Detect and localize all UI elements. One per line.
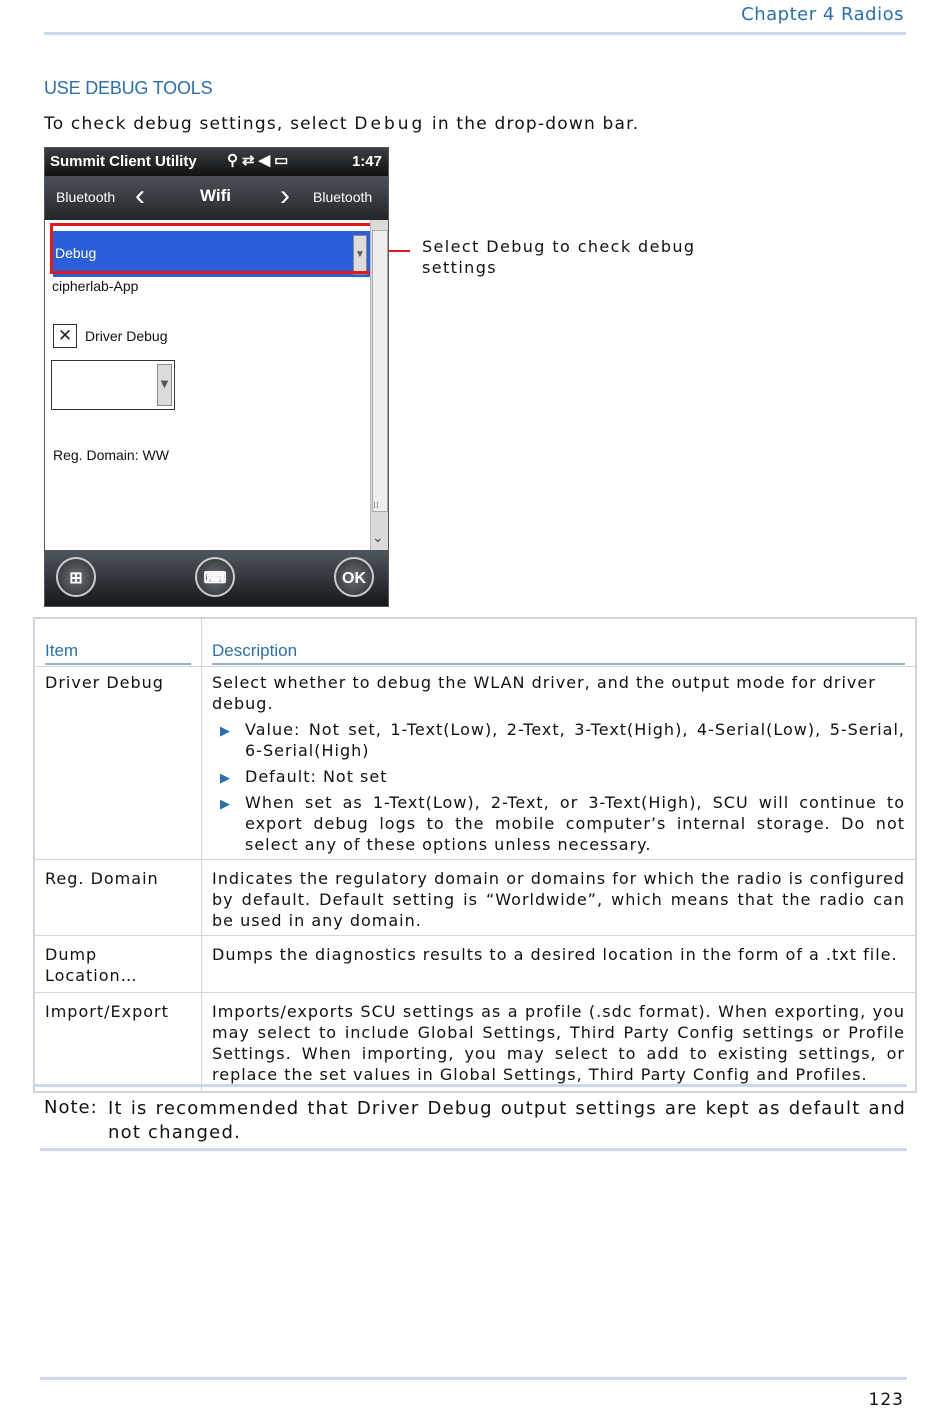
- settings-table: [33, 617, 917, 1093]
- note-text: It is recommended that Driver Debug output settings are kept as default and not changed.: [108, 1098, 906, 1143]
- profile-name: cipherlab-App: [52, 278, 139, 294]
- bullet-text: Default: Not set: [245, 767, 388, 786]
- row-description: Dumps the diagnostics results to a desired location in the form of a .txt file.: [202, 936, 916, 993]
- bullet-text: Value: Not set, 1-Text(Low), 2-Text, 3-Text(High), 4-Serial(Low), 5-Serial, 6-Serial(High): [245, 720, 905, 760]
- device-screenshot: [44, 147, 389, 607]
- section-title: USE DEBUG TOOLS: [44, 78, 213, 98]
- bullet-triangle-icon: ▶: [220, 797, 231, 812]
- note-label: Note:: [44, 1097, 98, 1118]
- signal-icon: ⚲: [227, 152, 242, 169]
- row-description: Indicates the regulatory domain or domains for which the radio is configured by default. Default setting is “Worldwide”, which means that the radio can be used in any domain.: [202, 860, 916, 936]
- bullet-item: [212, 766, 905, 787]
- dropdown-arrow-icon[interactable]: ▼: [353, 235, 367, 275]
- debug-level-dropdown[interactable]: [51, 360, 175, 410]
- reg-domain-label: Reg. Domain: WW: [53, 447, 169, 463]
- row-item: Dump Location…: [35, 936, 202, 993]
- description-header: [202, 619, 916, 667]
- speaker-icon: ◀: [258, 152, 275, 169]
- intro-keyword: Debug: [354, 114, 426, 134]
- nav-left-tab[interactable]: Bluetooth: [56, 189, 116, 205]
- callout-pointer: [388, 250, 410, 252]
- chevron-down-icon[interactable]: ⌄: [372, 530, 384, 546]
- network-icon: ⇄: [242, 152, 259, 169]
- row-description: Imports/exports SCU settings as a profile (.sdc format). When exporting, you may select to include Global Settings, Third Party Config settings or Profile Settings. When importing, you may select to add to existing settings, or replace the set values in Global Settings, Third Party Config and Profiles.: [202, 993, 916, 1092]
- footer-rule: [40, 1377, 907, 1380]
- row-description: [202, 667, 916, 860]
- battery-icon: ▭: [274, 152, 293, 169]
- scrollbar[interactable]: [370, 220, 389, 558]
- item-header-label: Item: [45, 641, 191, 665]
- bullet-text: When set as 1-Text(Low), 2-Text, or 3-Text(High), SCU will continue to export debug logs to the mobile computer’s internal storage. Do not select any of these options unless necessary.: [245, 793, 905, 854]
- status-time: 1:47: [351, 153, 382, 170]
- intro-after: in the drop-down bar.: [425, 114, 640, 134]
- windows-start-icon[interactable]: ⊞: [56, 557, 96, 597]
- scroll-thumb[interactable]: [372, 230, 388, 512]
- table-header-row: [35, 619, 916, 667]
- header-rule: [44, 32, 906, 35]
- row-item: Import/Export: [35, 993, 202, 1092]
- keyboard-icon[interactable]: ⌨: [195, 557, 235, 597]
- table-row: [35, 993, 916, 1092]
- page-number: 123: [868, 1390, 904, 1410]
- nav-right-tab[interactable]: Bluetooth: [313, 189, 373, 205]
- bullet-triangle-icon: ▶: [220, 771, 231, 786]
- intro-text: [44, 114, 639, 134]
- row-item: Driver Debug: [35, 667, 202, 860]
- nav-current-tab[interactable]: Wifi: [200, 186, 232, 205]
- intro-before: To check debug settings, select: [44, 114, 355, 134]
- status-icons: [227, 151, 292, 169]
- bullet-triangle-icon: ▶: [220, 724, 231, 739]
- note-rule-bottom: [40, 1148, 907, 1151]
- bottom-bar: [45, 550, 388, 606]
- tab-nav: [45, 176, 388, 220]
- note-rule-top: [33, 1084, 907, 1087]
- chevron-left-icon[interactable]: ‹: [135, 179, 145, 212]
- description-text: Select whether to debug the WLAN driver, and the output mode for driver debug.: [212, 673, 876, 713]
- bullet-item: [212, 719, 905, 761]
- callout-text: Select Debug to check debug settings: [422, 237, 696, 277]
- highlight-box: [50, 223, 375, 274]
- description-header-label: Description: [212, 641, 905, 665]
- table-row: [35, 860, 916, 936]
- row-item: Reg. Domain: [35, 860, 202, 936]
- status-bar: [45, 148, 388, 176]
- item-header: [35, 619, 202, 667]
- dropdown-value: Debug: [55, 245, 97, 261]
- ok-button[interactable]: OK: [334, 557, 374, 597]
- bullet-item: [212, 792, 905, 855]
- chevron-right-icon[interactable]: ›: [280, 179, 290, 212]
- app-title: Summit Client Utility: [50, 153, 197, 170]
- chapter-header: Chapter 4 Radios: [741, 4, 904, 25]
- driver-debug-checkbox[interactable]: ✕: [53, 324, 77, 348]
- table-row: [35, 936, 916, 993]
- table-row: [35, 667, 916, 860]
- driver-debug-label: Driver Debug: [85, 328, 168, 344]
- grip-icon: ⁞⁞: [373, 501, 379, 511]
- dropdown-arrow-icon[interactable]: ▼: [157, 364, 172, 406]
